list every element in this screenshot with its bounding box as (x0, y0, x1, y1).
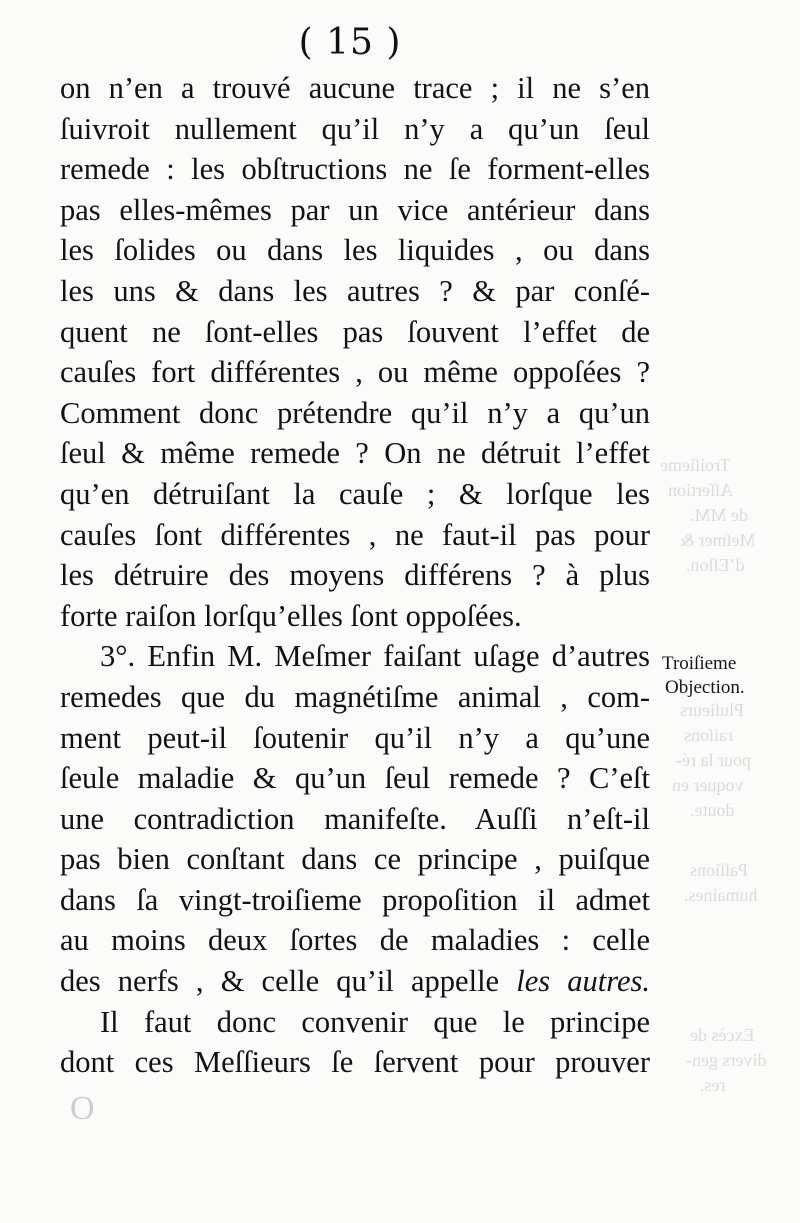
text-line: 3°. Enfin M. Meſmer faiſant uſage d’autres (100, 639, 650, 674)
show-through-text: Meſmer & (680, 530, 756, 550)
text-line: quent ne ſont-elles pas ſouvent l’effet de (60, 314, 650, 349)
text-line: forte raiſon lorſqu’elles ſont oppoſées. (60, 598, 522, 633)
text-line: pas bien conſtant dans ce principe , puiſque (60, 842, 650, 877)
body-text (60, 68, 650, 1083)
text-line: pas elles-mêmes par un vice antérieur dans (60, 192, 650, 227)
show-through-text: doute. (690, 800, 735, 820)
show-through-text: Paſſions (690, 860, 749, 880)
show-through-text: divers gen- (686, 1050, 767, 1070)
text-line: les ſolides ou dans les liquides , ou dans (60, 233, 650, 268)
text-line: dont ces Meſſieurs ſe ſervent pour prouver (60, 1045, 650, 1080)
text-line: ſeule maladie & qu’un ſeul remede ? C’eſt (60, 761, 650, 796)
show-through-text: Aſſertion (668, 480, 733, 500)
text-line-with-italic (60, 961, 650, 1002)
text-line: Comment donc prétendre qu’il n’y a qu’un (60, 395, 650, 430)
show-through-mark: O (70, 1090, 95, 1127)
text-line: les détruire des moyens différens ? à plus (60, 558, 650, 593)
show-through-text: voquer en (672, 775, 744, 795)
show-through-text: res. (700, 1075, 726, 1095)
text-run: des nerfs , & celle qu’il appelle (60, 964, 500, 999)
text-line: ſeul & même remede ? On ne détruit l’effet (60, 436, 650, 471)
text-line: remedes que du magnétiſme animal , com- (60, 679, 650, 714)
text-line: les uns & dans les autres ? & par conſé- (60, 273, 650, 308)
show-through-text: humaines. (684, 885, 758, 905)
show-through-text: pour la ré- (676, 750, 751, 770)
margin-note (660, 652, 800, 700)
text-line: Il faut donc convenir que le principe (100, 1004, 650, 1039)
show-through-text: raiſons (684, 725, 733, 745)
text-line: cauſes ſont différentes , ne faut-il pas pour (60, 517, 650, 552)
show-through-text: Troiſieme (660, 455, 731, 475)
text-line: qu’en détruiſant la cauſe ; & lorſque les (60, 476, 650, 511)
show-through-text: Excès de (690, 1025, 755, 1045)
text-line: cauſes fort différentes , ou même oppoſées ? (60, 355, 650, 390)
show-through-text: Pluſieurs (680, 700, 745, 720)
margin-note-line: Objection. (665, 677, 745, 698)
text-line: dans ſa vingt-troiſieme propoſition il admet (60, 882, 650, 917)
italic-text-run: les autres. (516, 964, 651, 999)
text-line: on n’en a trouvé aucune trace ; il ne s’en (60, 71, 650, 105)
text-line: ſuivroit nullement qu’il n’y a qu’un ſeul (60, 111, 650, 146)
show-through-text: d’Eſlon. (686, 555, 745, 575)
text-line: remede : les obſtructions ne ſe forment-elles (60, 152, 650, 187)
text-line: une contradiction manifeſte. Auſſi n’eſt-il (60, 801, 650, 836)
margin-note-line: Troiſieme (662, 653, 737, 674)
text-line: au moins deux ſortes de maladies : celle (60, 923, 650, 958)
show-through-text: de MM. (690, 505, 748, 525)
text-line: ment peut-il ſoutenir qu’il n’y a qu’une (60, 720, 650, 755)
page-number: ( 15 ) (298, 22, 402, 63)
